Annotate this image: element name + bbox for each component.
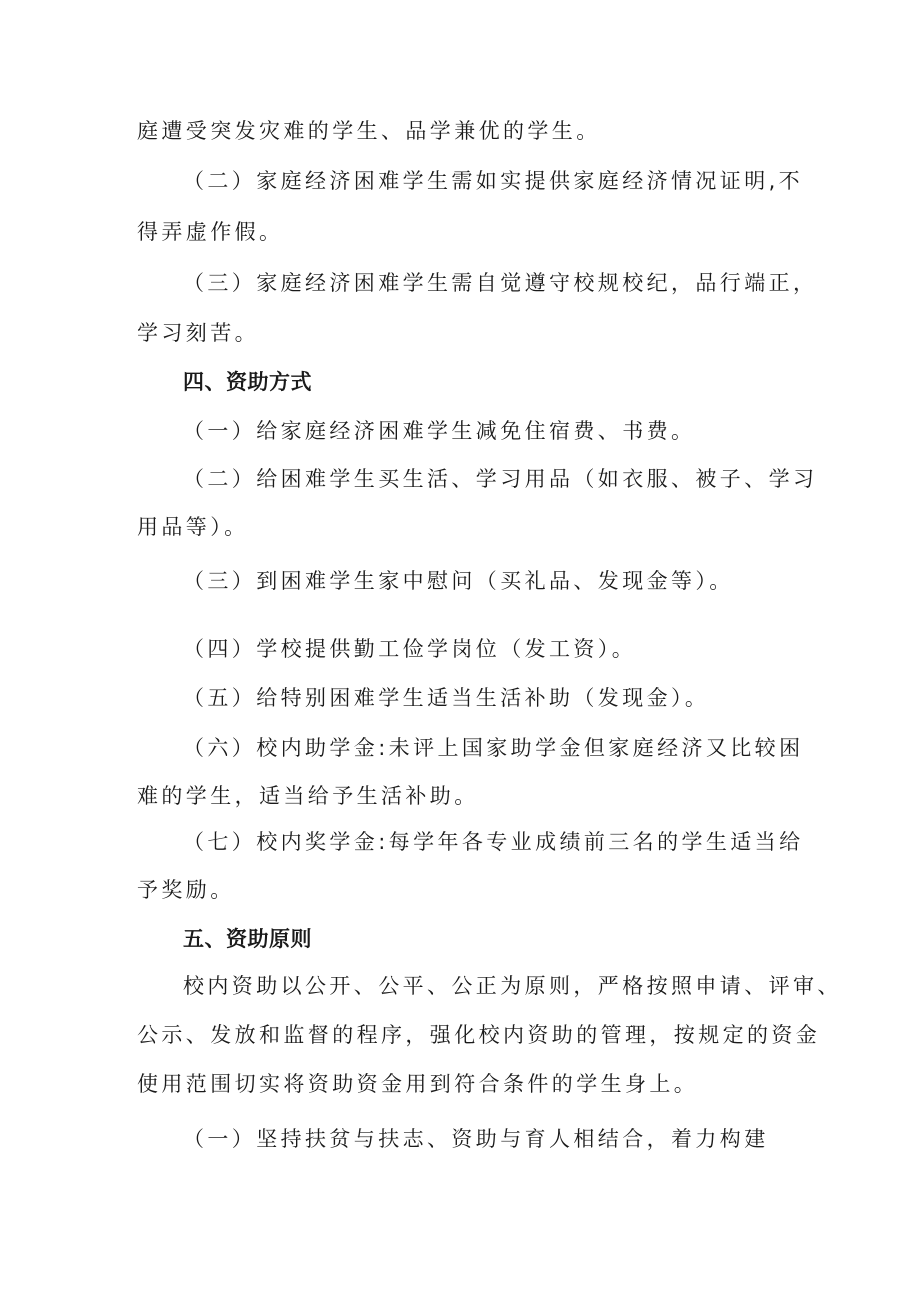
paragraph-line: （三）到困难学生家中慰问（买礼品、发现金等）。 bbox=[183, 569, 734, 593]
paragraph-line: （二）家庭经济困难学生需如实提供家庭经济情况证明,不 bbox=[183, 169, 804, 193]
paragraph-line: 难的学生，适当给予生活补助。 bbox=[137, 784, 479, 808]
paragraph-line: （一）坚持扶贫与扶志、资助与育人相结合，着力构建 bbox=[183, 1127, 769, 1151]
paragraph-line: 用品等）。 bbox=[137, 515, 249, 539]
paragraph-line: 公示、发放和监督的程序，强化校内资助的管理，按规定的资金 bbox=[137, 1023, 821, 1047]
section-heading: 五、资助原则 bbox=[183, 927, 312, 951]
section-heading: 四、资助方式 bbox=[183, 370, 312, 394]
paragraph-line: 校内资助以公开、公平、公正为原则，严格按照申请、评审、 bbox=[183, 974, 842, 998]
paragraph-line: （四）学校提供勤工俭学岗位（发工资）。 bbox=[183, 637, 637, 661]
paragraph-line: （七）校内奖学金:每学年各专业成绩前三名的学生适当给 bbox=[183, 830, 804, 854]
paragraph-line: 学习刻苦。 bbox=[137, 321, 259, 345]
paragraph-line: 予奖励。 bbox=[137, 878, 235, 902]
paragraph-line: （六）校内助学金:未评上国家助学金但家庭经济又比较困 bbox=[183, 736, 804, 760]
paragraph-line: （五）给特别困难学生适当生活补助（发现金）。 bbox=[183, 686, 710, 710]
paragraph-line: 庭遭受突发灾难的学生、品学兼优的学生。 bbox=[137, 119, 601, 143]
paragraph-line: 得弄虚作假。 bbox=[137, 220, 284, 244]
paragraph-line: （二）给困难学生买生活、学习用品（如衣服、被子、学习 bbox=[183, 467, 818, 491]
paragraph-line: （一）给家庭经济困难学生减免住宿费、书费。 bbox=[183, 419, 696, 443]
paragraph-line: 使用范围切实将资助资金用到符合条件的学生身上。 bbox=[137, 1072, 699, 1096]
paragraph-line: （三）家庭经济困难学生需自觉遵守校规校纪，品行端正， bbox=[183, 271, 818, 295]
